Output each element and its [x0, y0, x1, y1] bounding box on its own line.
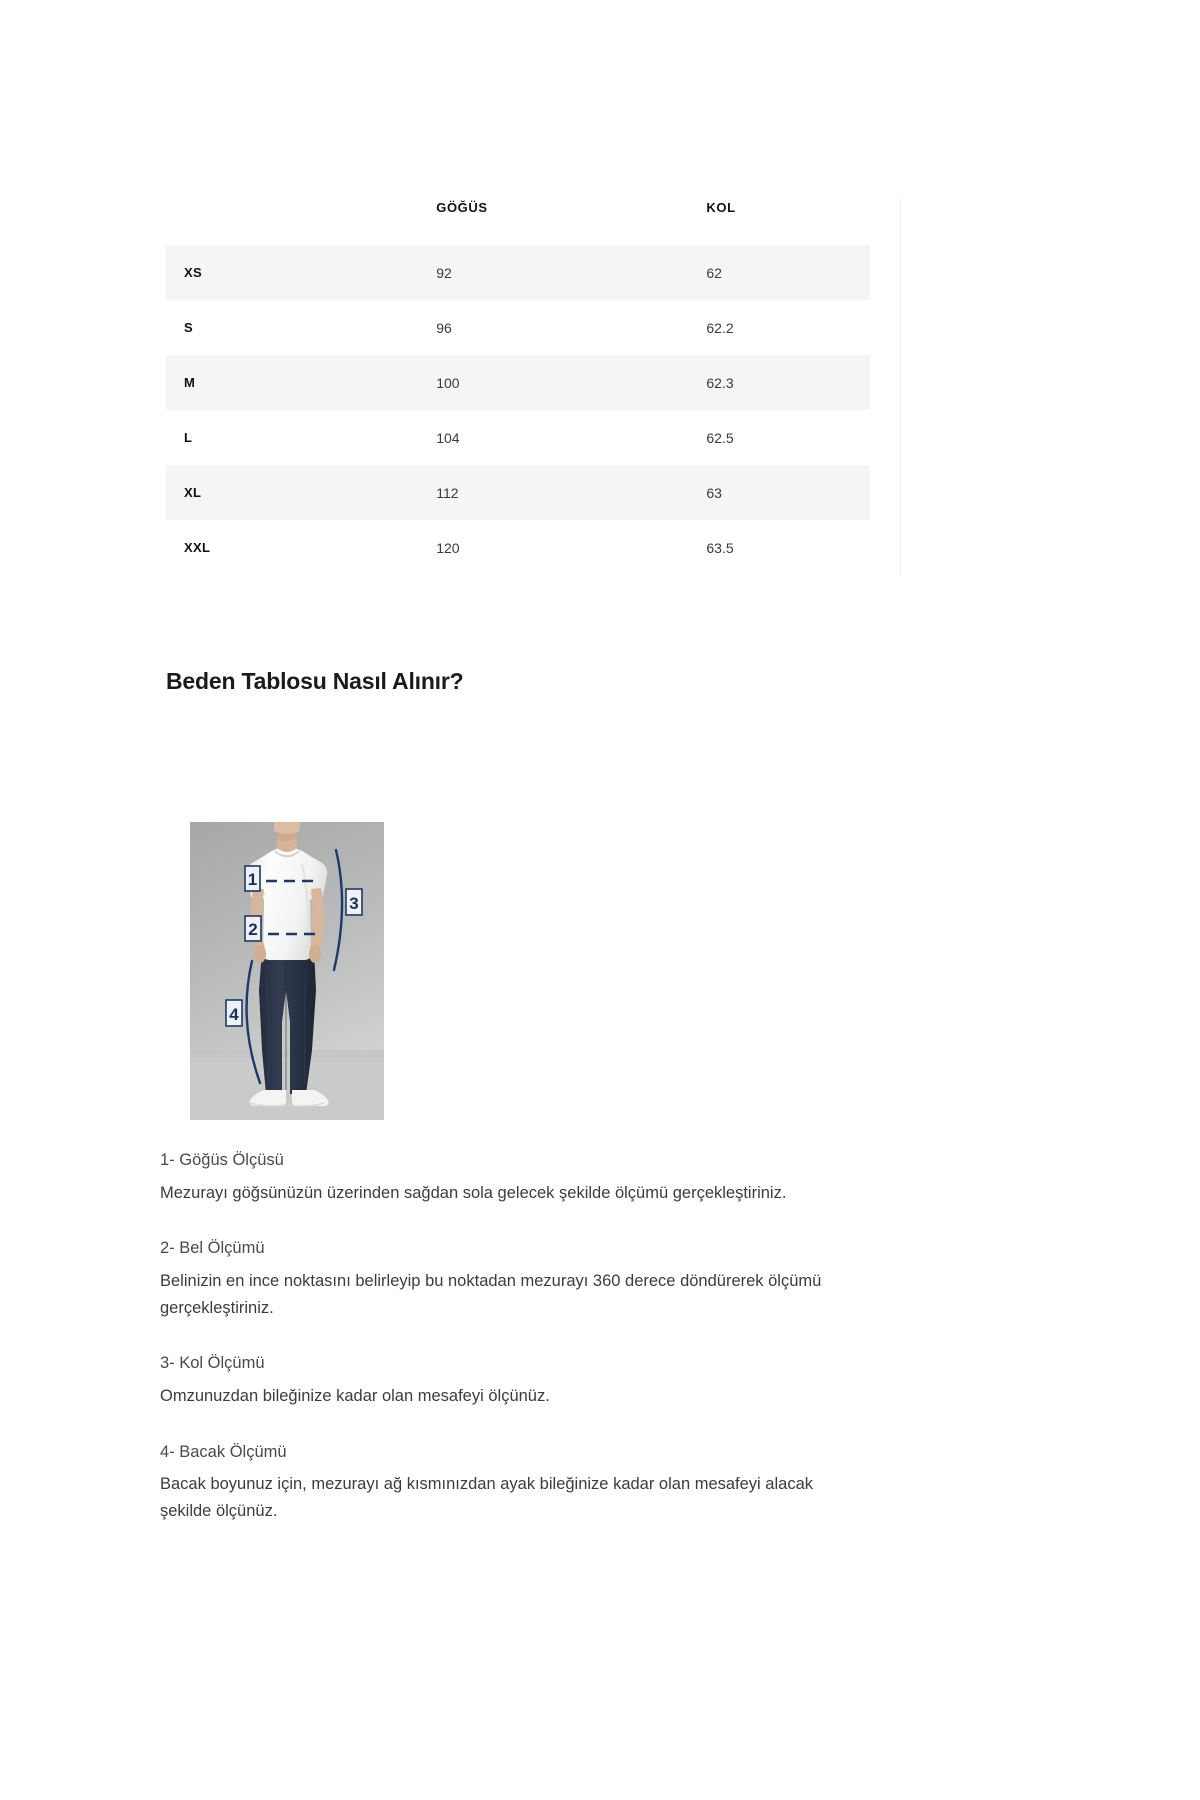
- svg-text:2: 2: [248, 920, 258, 939]
- measurement-title: 3- Kol Ölçümü: [160, 1354, 265, 1373]
- measurement-body: Belinizin en ince noktasını belirleyip bu noktadan mezurayı 360 derece döndürerek ölçümü gerçekleştiriniz.: [160, 1271, 822, 1317]
- marker-badge-4: [226, 1000, 242, 1026]
- measurement-title: 2- Bel Ölçümü: [160, 1239, 265, 1258]
- cell-size: M: [184, 375, 196, 390]
- measurement-body: Mezurayı göğsünüzün üzerinden sağdan sola gelecek şekilde ölçümü gerçekleştiriniz.: [160, 1183, 787, 1202]
- size-table-body: [166, 245, 870, 575]
- page-divider-rule: [900, 196, 901, 576]
- measurement-title: 1- Göğüs Ölçüsü: [160, 1151, 284, 1169]
- measurement-body: Omzunuzdan bileğinize kadar olan mesafeyi ölçünüz.: [160, 1386, 550, 1405]
- cell-sleeve: 62.5: [706, 429, 734, 446]
- marker-badge-2: [245, 916, 261, 941]
- cell-chest: 100: [436, 374, 460, 391]
- cell-size: L: [184, 430, 193, 445]
- svg-text:3: 3: [349, 894, 359, 913]
- table-row: [166, 520, 870, 575]
- cell-size: S: [184, 320, 193, 335]
- cell-chest: 92: [436, 264, 452, 281]
- cell-sleeve: 62: [706, 264, 722, 281]
- table-row: [166, 300, 870, 355]
- column-header-size: [166, 200, 384, 245]
- size-table-header: [166, 200, 870, 245]
- svg-text:1: 1: [247, 870, 258, 889]
- table-row: [166, 465, 870, 520]
- cell-sleeve: 63: [706, 484, 722, 501]
- cell-chest: 120: [436, 539, 460, 556]
- cell-size: XL: [184, 485, 202, 500]
- measurement-section-sleeve: [160, 1351, 950, 1409]
- cell-size: XS: [184, 265, 202, 280]
- marker-badge-1: [245, 866, 260, 891]
- measurement-title: 4- Bacak Ölçümü: [160, 1442, 287, 1461]
- model-illustration: [190, 822, 384, 1120]
- cell-chest: 96: [436, 319, 452, 336]
- measurement-instructions: [160, 1148, 950, 1525]
- cell-sleeve: 63.5: [706, 539, 734, 556]
- measurement-body: Bacak boyunuz için, mezurayı ağ kısmınızdan ayak bileğinize kadar olan mesafeyi alacak şekilde ölçünüz.: [160, 1475, 814, 1520]
- measurement-section-waist: [160, 1236, 950, 1321]
- table-row: [166, 410, 870, 465]
- table-header-row: [166, 200, 870, 245]
- page-title: Beden Tablosu Nasıl Alınır?: [166, 668, 464, 694]
- cell-sleeve: 62.3: [706, 374, 734, 391]
- measurement-section-leg: [160, 1440, 950, 1525]
- measurement-guide-photo: [190, 822, 384, 1120]
- size-table-container: [166, 200, 870, 575]
- svg-text:4: 4: [229, 1005, 239, 1024]
- table-row: [166, 355, 870, 410]
- size-chart-table: [166, 200, 870, 575]
- marker-badge-3: [346, 889, 362, 915]
- cell-chest: 104: [436, 429, 460, 446]
- cell-chest: 112: [436, 484, 459, 501]
- table-row: [166, 245, 870, 300]
- column-header-sleeve: KOL: [706, 200, 736, 215]
- cell-sleeve: 62.2: [706, 319, 734, 336]
- column-header-chest: GÖĞÜS: [436, 200, 488, 215]
- cell-size: XXL: [184, 540, 211, 555]
- measurement-section-chest: [160, 1148, 950, 1206]
